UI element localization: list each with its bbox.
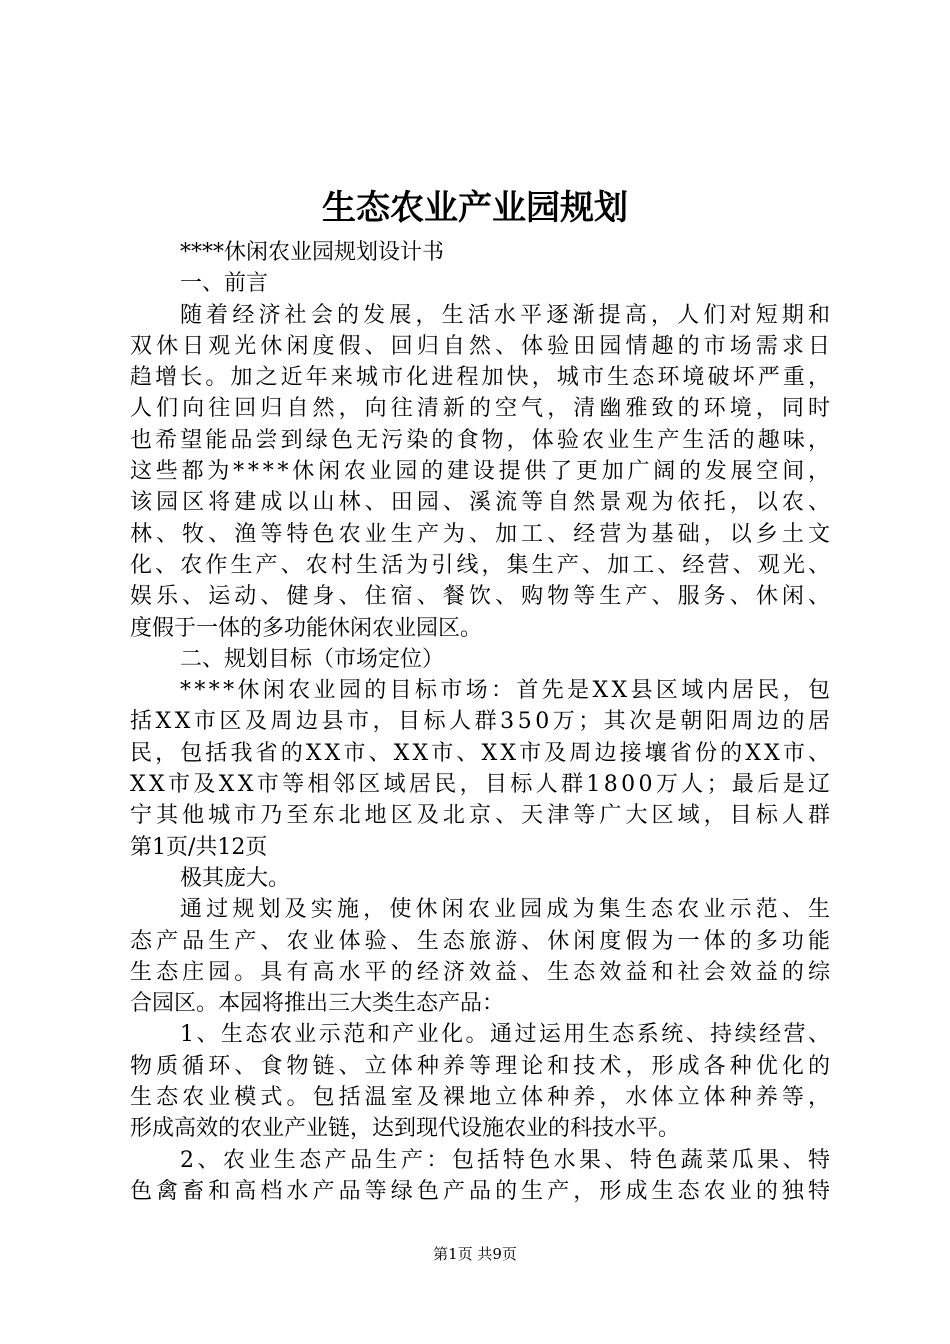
text-line: 一、前言 xyxy=(180,271,269,297)
page-title: 生态农业产业园规划 xyxy=(322,188,628,228)
text-line: 宁其他城市乃至东北地区及北京、天津等广大区域，目标人群 xyxy=(130,803,835,829)
text-line: 化、农作生产、农村生活为引线，集生产、加工、经营、观光、 xyxy=(130,552,834,578)
text-line: 形成高效的农业产业链，达到现代设施农业的科技水平。 xyxy=(130,1116,681,1142)
text-line: 民，包括我省的XX市、XX市、XX市及周边接壤省份的XX市、 xyxy=(130,740,834,766)
text-line: 这些都为****休闲农业园的建设提供了更加广阔的发展空间， xyxy=(130,459,834,485)
text-line: ****休闲农业园的目标市场：首先是XX县区域内居民，包 xyxy=(180,678,834,704)
text-line: 合园区。本园将推出三大类生态产品： xyxy=(130,991,505,1017)
document-body xyxy=(130,237,835,1207)
text-line: 二、规划目标（市场定位） xyxy=(180,646,445,672)
text-line: 第1页/共12页 xyxy=(130,834,268,860)
text-line: 人们向往回归自然，向往清新的空气，清幽雅致的环境，同时 xyxy=(130,396,835,422)
text-line: 生态农业模式。包括温室及裸地立体种养，水体立体种养等， xyxy=(130,1085,835,1111)
text-line: 也希望能品尝到绿色无污染的食物，体验农业生产生活的趣味， xyxy=(130,427,834,453)
text-line: 态产品生产、农业体验、生态旅游、休闲度假为一体的多功能 xyxy=(130,928,835,954)
text-line: 极其庞大。 xyxy=(180,865,291,891)
text-line: 林、牧、渔等特色农业生产为、加工、经营为基础，以乡土文 xyxy=(130,521,835,547)
page-footer: 第1页 共9页 xyxy=(433,1245,517,1263)
text-line: 括XX市区及周边县市，目标人群350万；其次是朝阳周边的居 xyxy=(130,709,834,735)
text-line: XX市及XX市等相邻区域居民，目标人群1800万人；最后是辽 xyxy=(130,772,834,798)
text-line: 2、农业生态产品生产：包括特色水果、特色蔬菜瓜果、特 xyxy=(180,1147,834,1173)
text-line: 通过规划及实施，使休闲农业园成为集生态农业示范、生 xyxy=(180,897,835,923)
text-line: 娱乐、运动、健身、住宿、餐饮、购物等生产、服务、休闲、 xyxy=(130,584,835,610)
text-line: 1、生态农业示范和产业化。通过运用生态系统、持续经营、 xyxy=(180,1022,833,1048)
text-line: 随着经济社会的发展，生活水平逐渐提高，人们对短期和 xyxy=(180,302,835,328)
text-line: 色禽畜和高档水产品等绿色产品的生产，形成生态农业的独特 xyxy=(130,1178,835,1204)
text-line: 物质循环、食物链、立体种养等理论和技术，形成各种优化的 xyxy=(130,1053,835,1079)
text-line: 趋增长。加之近年来城市化进程加快，城市生态环境破坏严重， xyxy=(130,365,834,391)
text-line: 双休日观光休闲度假、回归自然、体验田园情趣的市场需求日 xyxy=(130,333,835,359)
text-line: 生态庄园。具有高水平的经济效益、生态效益和社会效益的综 xyxy=(130,959,835,985)
text-line: 该园区将建成以山林、田园、溪流等自然景观为依托，以农、 xyxy=(130,490,835,516)
text-line: ****休闲农业园规划设计书 xyxy=(180,240,445,265)
text-line: 度假于一体的多功能休闲农业园区。 xyxy=(130,615,483,641)
